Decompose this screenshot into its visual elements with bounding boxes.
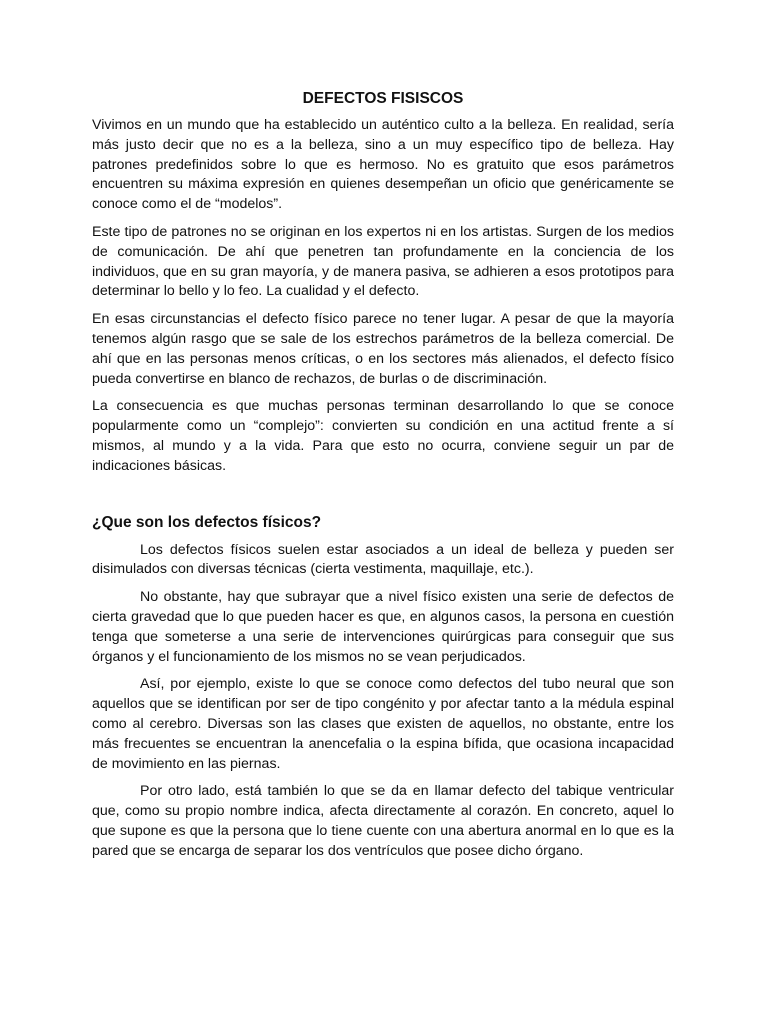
document-page: [92, 90, 674, 870]
intro-paragraph-4: La consecuencia es que muchas personas terminan desarrollando lo que se conoce popularmente como un “complejo”: convierten su condición en una actitud frente a sí mismos, al mundo y a la vida. Para que esto no ocurra, conviene seguir un par de indicaciones básicas.: [92, 398, 674, 474]
intro-paragraph-2: Este tipo de patrones no se originan en los expertos ni en los artistas. Surgen de los medios de comunicación. De ahí que penetren tan profundamente en la conciencia de los individuos, que en su gran mayoría, y de manera pasiva, se adhieren a esos prototipos para determinar lo bello y lo feo. La cualidad y el defecto.: [92, 223, 674, 300]
section-heading: ¿Que son los defectos físicos?: [92, 513, 322, 531]
document-title: DEFECTOS FISISCOS: [302, 90, 464, 107]
section-paragraph-2: No obstante, hay que subrayar que a nivel físico existen una serie de defectos de cierta gravedad que lo que pueden hacer es que, en algunos casos, la persona en cuestión tenga que someterse a una serie de intervenciones quirúrgicas para conseguir que sus órganos y el funcionamiento de los mismos no se vean perjudicados.: [92, 589, 674, 665]
intro-paragraph-3: En esas circunstancias el defecto físico parece no tener lugar. A pesar de que la mayoría tenemos algún rasgo que se sale de los estrechos parámetros de la belleza comercial. De ahí que en las personas menos críticas, o en los sectores más alienados, el defecto físico pueda convertirse en blanco de rechazos, de burlas o de discriminación.: [92, 311, 674, 387]
intro-paragraph-1: Vivimos en un mundo que ha establecido un auténtico culto a la belleza. En realidad, sería más justo decir que no es a la belleza, sino a un muy específico tipo de belleza. Hay patrones predefinidos sobre lo que es hermoso. No es gratuito que esos parámetros encuentren su máxima expresión en quienes desempeñan un oficio que genéricamente se conoce como el de “modelos”.: [92, 117, 674, 213]
section-paragraph-3: Así, por ejemplo, existe lo que se conoce como defectos del tubo neural que son aquellos que se identifican por ser de tipo congénito y por afectar tanto a la médula espinal como al cerebro. Diversas son las clases que existen de aquellos, no obstante, entre los más frecuentes se encuentran la anencefalia o la espina bífida, que ocasiona incapacidad de movimiento en las piernas.: [92, 676, 674, 772]
section-paragraph-1: Los defectos físicos suelen estar asociados a un ideal de belleza y pueden ser disimulados con diversas técnicas (cierta vestimenta, maquillaje, etc.).: [92, 541, 674, 578]
section-paragraph-4: Por otro lado, está también lo que se da en llamar defecto del tabique ventricular que, como su propio nombre indica, afecta directamente al corazón. En concreto, aquel lo que supone es que la persona que lo tiene cuente con una abertura anormal en lo que es la pared que se encarga de separar los dos ventrículos que posee dicho órgano.: [92, 783, 674, 859]
